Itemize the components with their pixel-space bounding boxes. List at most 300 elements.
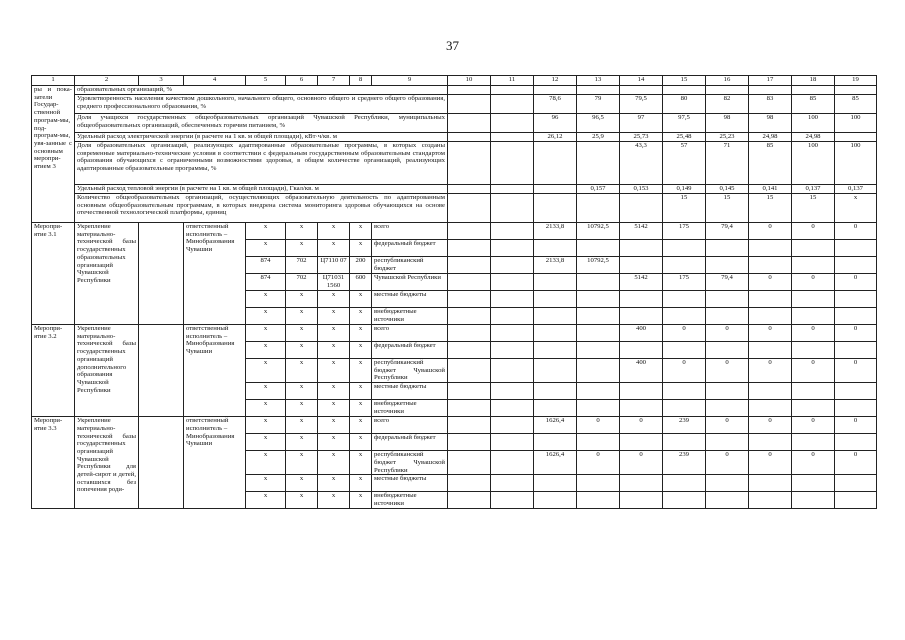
funding-value: 0 xyxy=(749,417,792,434)
funding-value xyxy=(835,383,877,400)
funding-value: 5142 xyxy=(620,223,663,240)
empty-cell xyxy=(491,383,534,400)
column-number: 1 xyxy=(32,76,75,86)
indicator-value xyxy=(792,86,835,95)
indicator-text: Доля образовательных организаций, реализующих адаптированные образовательные программы, в которых созданы современные материально-технические условия в соответствии с федеральным государственным образовательным стандартом образования обучающихся с ограниченными возможностями здоровья, в общем количестве организаций, реализующих адаптированные образовательные программы, % xyxy=(75,142,448,185)
funding-value xyxy=(620,257,663,274)
indicator-value: 0,145 xyxy=(706,185,749,194)
measure-executor: ответственный исполнитель – Минобразования Чувашии xyxy=(184,325,246,417)
indicator-value: 79,5 xyxy=(620,95,663,114)
funding-value xyxy=(835,400,877,417)
funding-value xyxy=(577,400,620,417)
indicator-value xyxy=(534,86,577,95)
budget-code: x xyxy=(350,434,372,451)
column-number: 8 xyxy=(350,76,372,86)
funding-value xyxy=(835,240,877,257)
empty-cell xyxy=(448,359,491,383)
funding-value xyxy=(620,308,663,325)
indicator-value: x xyxy=(835,194,877,223)
empty-cell xyxy=(448,185,491,194)
budget-code: x xyxy=(286,400,318,417)
empty-cell xyxy=(491,86,534,95)
funding-value xyxy=(706,291,749,308)
funding-value xyxy=(749,308,792,325)
empty-cell xyxy=(448,86,491,95)
empty-cell xyxy=(448,383,491,400)
measure-name: Меропри-ятие 3.3 xyxy=(32,417,75,509)
funding-value: 0 xyxy=(749,274,792,291)
column-number: 13 xyxy=(577,76,620,86)
empty-cell xyxy=(448,95,491,114)
indicator-row xyxy=(32,86,877,95)
funding-value: 0 xyxy=(835,274,877,291)
funding-value xyxy=(534,291,577,308)
funding-value xyxy=(534,325,577,342)
budget-code: x xyxy=(246,359,286,383)
empty-cell xyxy=(491,417,534,434)
funding-value: 0 xyxy=(792,417,835,434)
funding-value: 0 xyxy=(835,451,877,475)
budget-code: x xyxy=(350,417,372,434)
empty-cell xyxy=(448,308,491,325)
measure-row xyxy=(32,325,877,342)
indicator-value xyxy=(534,194,577,223)
budget-code: x xyxy=(246,400,286,417)
funding-value xyxy=(534,240,577,257)
indicator-value xyxy=(620,194,663,223)
funding-source: республиканский бюджет xyxy=(372,257,448,274)
budget-code: x xyxy=(350,223,372,240)
funding-value xyxy=(534,274,577,291)
budget-code: x xyxy=(350,475,372,492)
empty-cell xyxy=(448,257,491,274)
budget-code: x xyxy=(318,359,350,383)
empty-cell xyxy=(491,142,534,185)
indicator-value: 97,5 xyxy=(663,114,706,133)
budget-code: x xyxy=(318,451,350,475)
funding-value xyxy=(663,291,706,308)
budget-code: x xyxy=(350,492,372,509)
funding-value xyxy=(577,274,620,291)
funding-value xyxy=(534,400,577,417)
measure-executor: ответственный исполнитель – Минобразования Чувашии xyxy=(184,223,246,325)
column-number: 9 xyxy=(372,76,448,86)
budget-code: x xyxy=(246,342,286,359)
funding-value xyxy=(706,400,749,417)
budget-code: x xyxy=(350,325,372,342)
page-number: 37 xyxy=(446,38,459,53)
empty-cell xyxy=(491,114,534,133)
funding-value xyxy=(835,291,877,308)
table-body xyxy=(32,76,877,509)
indicator-row xyxy=(32,194,877,223)
indicator-value xyxy=(663,86,706,95)
indicator-value: 26,12 xyxy=(534,133,577,142)
empty-cell xyxy=(448,342,491,359)
budget-code: x xyxy=(246,417,286,434)
column-number: 15 xyxy=(663,76,706,86)
funding-value: 400 xyxy=(620,325,663,342)
funding-value: 2133,8 xyxy=(534,257,577,274)
funding-value xyxy=(792,475,835,492)
funding-value xyxy=(835,342,877,359)
indicator-value xyxy=(577,86,620,95)
column-number: 5 xyxy=(246,76,286,86)
budget-code: x xyxy=(286,291,318,308)
indicator-value: 15 xyxy=(663,194,706,223)
funding-value: 10792,5 xyxy=(577,257,620,274)
indicator-value: 100 xyxy=(835,142,877,185)
empty-cell xyxy=(491,185,534,194)
indicator-value xyxy=(749,86,792,95)
funding-value xyxy=(577,383,620,400)
funding-value xyxy=(534,308,577,325)
budget-code: x xyxy=(318,475,350,492)
indicator-value: 83 xyxy=(749,95,792,114)
funding-value: 0 xyxy=(706,325,749,342)
funding-value xyxy=(534,492,577,509)
budget-code: x xyxy=(350,359,372,383)
indicator-value xyxy=(620,86,663,95)
budget-code: x xyxy=(246,492,286,509)
funding-value: 0 xyxy=(749,223,792,240)
budget-code: x xyxy=(318,325,350,342)
budget-code: x xyxy=(318,417,350,434)
funding-source: республиканский бюджет Чувашской Республики xyxy=(372,359,448,383)
funding-value xyxy=(663,383,706,400)
funding-value xyxy=(577,359,620,383)
budget-code: x xyxy=(350,291,372,308)
funding-value xyxy=(792,240,835,257)
empty-cell xyxy=(491,308,534,325)
indicator-value xyxy=(577,194,620,223)
indicator-value: 80 xyxy=(663,95,706,114)
empty-cell xyxy=(491,133,534,142)
budget-code: x xyxy=(286,240,318,257)
indicator-row xyxy=(32,114,877,133)
funding-source: всего xyxy=(372,325,448,342)
empty-cell xyxy=(448,417,491,434)
funding-value: 5142 xyxy=(620,274,663,291)
funding-value xyxy=(749,383,792,400)
budget-code: x xyxy=(246,308,286,325)
empty-cell xyxy=(448,492,491,509)
funding-value: 1626,4 xyxy=(534,417,577,434)
funding-source: всего xyxy=(372,223,448,240)
indicator-text: Количество общеобразовательных организаций, осуществляющих образовательную деятельность по адаптированным основным общеобразовательным программам, в которых внедрена система мониторинга здоровья обучающихся на основе отечественной технологической платформы, единиц xyxy=(75,194,448,223)
indicator-value xyxy=(706,86,749,95)
indicator-value: 24,98 xyxy=(792,133,835,142)
funding-value xyxy=(792,400,835,417)
funding-value xyxy=(620,291,663,308)
funding-value: 1626,4 xyxy=(534,451,577,475)
funding-value xyxy=(835,475,877,492)
funding-value xyxy=(620,342,663,359)
empty-cell xyxy=(448,451,491,475)
empty-cell xyxy=(139,325,184,417)
indicator-value xyxy=(835,133,877,142)
empty-cell xyxy=(448,274,491,291)
column-number: 2 xyxy=(75,76,139,86)
empty-cell xyxy=(491,475,534,492)
budget-code: x xyxy=(350,240,372,257)
funding-value: 0 xyxy=(792,223,835,240)
budget-code: x xyxy=(350,342,372,359)
indicator-value: 0,153 xyxy=(620,185,663,194)
budget-code: x xyxy=(286,223,318,240)
funding-value: 0 xyxy=(792,274,835,291)
indicator-row xyxy=(32,133,877,142)
funding-value: 0 xyxy=(663,359,706,383)
funding-value xyxy=(706,240,749,257)
indicator-value xyxy=(534,142,577,185)
funding-value xyxy=(706,308,749,325)
indicator-value: 100 xyxy=(792,114,835,133)
funding-value xyxy=(663,342,706,359)
funding-source: республиканский бюджет Чувашской Республики xyxy=(372,451,448,475)
funding-value: 0 xyxy=(663,325,706,342)
budget-code: x xyxy=(318,291,350,308)
funding-value: 79,4 xyxy=(706,223,749,240)
funding-value: 239 xyxy=(663,417,706,434)
budget-code: 874 xyxy=(246,257,286,274)
funding-value xyxy=(749,257,792,274)
funding-value: 0 xyxy=(620,417,663,434)
budget-code: x xyxy=(318,342,350,359)
budget-code: 702 xyxy=(286,274,318,291)
funding-value xyxy=(577,492,620,509)
indicator-value: 0,137 xyxy=(835,185,877,194)
funding-value xyxy=(749,400,792,417)
budget-code: x xyxy=(286,383,318,400)
funding-value xyxy=(620,475,663,492)
funding-value xyxy=(577,434,620,451)
funding-value xyxy=(792,383,835,400)
funding-value: 0 xyxy=(749,359,792,383)
column-number: 4 xyxy=(184,76,246,86)
funding-value: 0 xyxy=(706,417,749,434)
funding-value xyxy=(620,240,663,257)
funding-value: 0 xyxy=(577,417,620,434)
empty-cell xyxy=(491,240,534,257)
funding-value xyxy=(620,434,663,451)
funding-value: 10792,5 xyxy=(577,223,620,240)
funding-source: всего xyxy=(372,417,448,434)
budget-code: x xyxy=(246,451,286,475)
indicator-row xyxy=(32,142,877,185)
budget-code: x xyxy=(350,451,372,475)
indicator-value: 43,3 xyxy=(620,142,663,185)
funding-source: федеральный бюджет xyxy=(372,240,448,257)
budget-code: x xyxy=(286,417,318,434)
budget-code: 874 xyxy=(246,274,286,291)
funding-value xyxy=(577,475,620,492)
indicator-value: 71 xyxy=(706,142,749,185)
indicator-value: 25,48 xyxy=(663,133,706,142)
funding-value: 79,4 xyxy=(706,274,749,291)
funding-value: 0 xyxy=(577,451,620,475)
funding-value xyxy=(577,342,620,359)
indicator-value: 0,141 xyxy=(749,185,792,194)
indicator-value xyxy=(577,142,620,185)
budget-code: x xyxy=(350,383,372,400)
empty-cell xyxy=(491,400,534,417)
indicator-value: 15 xyxy=(706,194,749,223)
funding-value xyxy=(663,308,706,325)
budget-code: x xyxy=(318,308,350,325)
funding-value xyxy=(534,434,577,451)
measure-name: Меропри-ятие 3.2 xyxy=(32,325,75,417)
funding-value xyxy=(792,291,835,308)
budget-code: Ц71031 1560 xyxy=(318,274,350,291)
funding-value xyxy=(577,291,620,308)
indicator-value: 100 xyxy=(792,142,835,185)
budget-code: x xyxy=(318,383,350,400)
measure-name: Меропри-ятие 3.1 xyxy=(32,223,75,325)
budget-code: x xyxy=(286,359,318,383)
indicator-value: 0,149 xyxy=(663,185,706,194)
empty-cell xyxy=(491,434,534,451)
empty-cell xyxy=(491,194,534,223)
measure-description: Укрепление материально-технической базы государственных организаций Чувашской Республики для детей-сирот и детей, оставшихся без попечения роди- xyxy=(75,417,139,509)
funding-value: 0 xyxy=(620,451,663,475)
funding-source: местные бюджеты xyxy=(372,383,448,400)
funding-value: 175 xyxy=(663,223,706,240)
indicator-value: 96,5 xyxy=(577,114,620,133)
funding-value xyxy=(620,383,663,400)
empty-cell xyxy=(448,194,491,223)
indicator-value: 24,98 xyxy=(749,133,792,142)
funding-value xyxy=(663,400,706,417)
measure-executor: ответственный исполнитель – Минобразования Чувашии xyxy=(184,417,246,509)
funding-value xyxy=(749,475,792,492)
empty-cell xyxy=(448,291,491,308)
funding-value: 0 xyxy=(792,451,835,475)
funding-value xyxy=(792,342,835,359)
measure-description: Укрепление материально-технической базы государственных образовательных организаций Чувашской Республики xyxy=(75,223,139,325)
indicator-value xyxy=(835,86,877,95)
funding-source: федеральный бюджет xyxy=(372,342,448,359)
indicator-text: Удовлетворенность населения качеством дошкольного, начального общего, основного общего и среднего общего образования, среднего профессионального образования, % xyxy=(75,95,448,114)
empty-cell xyxy=(491,325,534,342)
funding-value: 2133,8 xyxy=(534,223,577,240)
funding-value xyxy=(706,475,749,492)
funding-value xyxy=(663,492,706,509)
funding-value: 0 xyxy=(749,451,792,475)
empty-cell xyxy=(448,400,491,417)
indicator-value: 98 xyxy=(706,114,749,133)
funding-value xyxy=(749,240,792,257)
indicator-value: 25,9 xyxy=(577,133,620,142)
funding-value xyxy=(620,492,663,509)
funding-value: 0 xyxy=(835,325,877,342)
funding-value xyxy=(534,475,577,492)
budget-code: x xyxy=(318,434,350,451)
funding-value xyxy=(663,240,706,257)
indicator-value: 78,6 xyxy=(534,95,577,114)
funding-value xyxy=(792,434,835,451)
funding-value xyxy=(792,257,835,274)
funding-value: 0 xyxy=(706,359,749,383)
budget-code: x xyxy=(246,223,286,240)
funding-value xyxy=(749,342,792,359)
indicator-value xyxy=(534,185,577,194)
budget-code: x xyxy=(246,325,286,342)
empty-cell xyxy=(491,95,534,114)
funding-value xyxy=(835,492,877,509)
empty-cell xyxy=(448,133,491,142)
budget-code: x xyxy=(246,475,286,492)
budget-code: 702 xyxy=(286,257,318,274)
funding-source: Чувашской Республики xyxy=(372,274,448,291)
budget-code: x xyxy=(318,492,350,509)
funding-value xyxy=(706,492,749,509)
budget-code: 600 xyxy=(350,274,372,291)
program-table xyxy=(31,75,877,509)
indicator-value: 79 xyxy=(577,95,620,114)
funding-value: 0 xyxy=(792,325,835,342)
budget-code: Ц7110 07 xyxy=(318,257,350,274)
funding-value xyxy=(620,400,663,417)
indicator-value: 0,157 xyxy=(577,185,620,194)
indicator-text: Удельный расход электрической энергии (в расчете на 1 кв. м общей площади), кВт·ч/кв. м xyxy=(75,133,448,142)
header-row xyxy=(32,76,877,86)
funding-value: 0 xyxy=(835,417,877,434)
funding-value: 239 xyxy=(663,451,706,475)
budget-code: x xyxy=(286,342,318,359)
funding-value xyxy=(663,257,706,274)
budget-code: x xyxy=(318,400,350,417)
funding-value xyxy=(663,475,706,492)
empty-cell xyxy=(491,291,534,308)
indicator-value: 100 xyxy=(835,114,877,133)
funding-value xyxy=(534,359,577,383)
empty-cell xyxy=(448,142,491,185)
funding-value xyxy=(706,383,749,400)
budget-code: x xyxy=(246,240,286,257)
column-number: 10 xyxy=(448,76,491,86)
funding-value xyxy=(835,308,877,325)
funding-source: внебюджетные источники xyxy=(372,400,448,417)
funding-value: 0 xyxy=(792,359,835,383)
funding-value xyxy=(706,434,749,451)
indicator-value: 25,73 xyxy=(620,133,663,142)
column-number: 17 xyxy=(749,76,792,86)
funding-value: 400 xyxy=(620,359,663,383)
indicator-value: 85 xyxy=(835,95,877,114)
funding-value xyxy=(577,240,620,257)
budget-code: x xyxy=(318,223,350,240)
empty-cell xyxy=(139,223,184,325)
column-number: 19 xyxy=(835,76,877,86)
funding-value xyxy=(534,342,577,359)
indicator-value: 15 xyxy=(792,194,835,223)
column-number: 11 xyxy=(491,76,534,86)
funding-value: 0 xyxy=(749,325,792,342)
budget-code: x xyxy=(286,475,318,492)
funding-source: внебюджетные источники xyxy=(372,492,448,509)
budget-code: x xyxy=(246,434,286,451)
funding-value: 175 xyxy=(663,274,706,291)
budget-code: x xyxy=(246,383,286,400)
indicator-value: 98 xyxy=(749,114,792,133)
budget-code: 200 xyxy=(350,257,372,274)
indicator-value: 85 xyxy=(749,142,792,185)
funding-value xyxy=(534,383,577,400)
budget-code: x xyxy=(350,308,372,325)
column-number: 7 xyxy=(318,76,350,86)
indicator-value: 97 xyxy=(620,114,663,133)
